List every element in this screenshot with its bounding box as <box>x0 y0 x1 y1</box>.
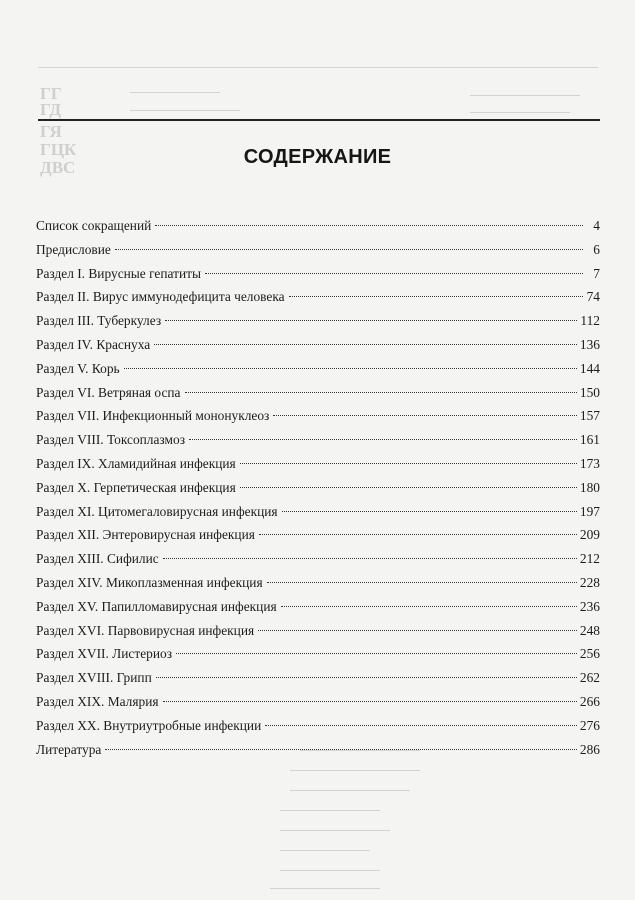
toc-entry <box>36 214 600 238</box>
toc-entry-page: 248 <box>579 622 600 638</box>
toc-entry <box>36 428 600 452</box>
toc-entry <box>36 738 600 762</box>
dot-leader <box>115 249 583 250</box>
toc-entry-title: Раздел VIII. Токсоплазмоз <box>36 432 185 448</box>
dot-leader <box>155 225 583 226</box>
bleed-abbrev-2: ГД <box>40 100 62 119</box>
toc-entry <box>36 476 600 500</box>
dot-leader <box>267 582 577 583</box>
toc-entry-page: 266 <box>579 693 600 709</box>
toc-entry-page: 286 <box>579 741 600 757</box>
toc-entry-page: 209 <box>579 527 600 543</box>
toc-entry-page: 157 <box>579 408 600 424</box>
bleed-line-7 <box>290 790 410 791</box>
toc-entry-page: 7 <box>593 265 600 281</box>
toc-entry-title: Раздел XIV. Микоплазменная инфекция <box>36 574 263 590</box>
bleed-line-9 <box>280 830 390 831</box>
toc-entry <box>36 595 600 619</box>
bleed-abbrev-5: ДВС <box>40 158 76 177</box>
toc-entry-title: Раздел XV. Папилломавирусная инфекция <box>36 598 277 614</box>
toc-entry-title: Раздел II. Вирус иммунодефицита человека <box>36 289 285 305</box>
dot-leader <box>281 606 577 607</box>
toc-entry <box>36 381 600 405</box>
toc-entry-page: 136 <box>579 336 600 352</box>
bleed-line-3 <box>130 110 240 111</box>
bleed-line-11 <box>280 870 380 871</box>
dot-leader <box>165 320 577 321</box>
toc-entry-title: Раздел XVIII. Грипп <box>36 670 152 686</box>
toc-entry-title: Раздел X. Герпетическая инфекция <box>36 479 236 495</box>
bleed-abbrev-1: ГГ <box>40 84 62 103</box>
toc-entry <box>36 571 600 595</box>
toc-entry <box>36 404 600 428</box>
toc-entry-title: Раздел VI. Ветряная оспа <box>36 384 181 400</box>
toc-entry-title: Раздел VII. Инфекционный мононуклеоз <box>36 408 270 424</box>
dot-leader <box>163 558 577 559</box>
toc-entry-title: Раздел III. Туберкулез <box>36 313 162 329</box>
toc-entry <box>36 523 600 547</box>
toc-entry-page: 150 <box>579 384 600 400</box>
dot-leader <box>240 487 577 488</box>
toc-entry-page: 74 <box>586 289 600 305</box>
dot-leader <box>189 439 577 440</box>
dot-leader <box>124 368 577 369</box>
toc-entry-title: Список сокращений <box>36 218 152 233</box>
toc-entry-page: 228 <box>579 574 600 590</box>
toc-entry <box>36 309 600 333</box>
toc-entry-page: 4 <box>593 218 600 233</box>
toc-entry-page: 112 <box>580 313 600 329</box>
toc-entry <box>36 642 600 666</box>
dot-leader <box>259 534 577 535</box>
toc-entry <box>36 619 600 643</box>
dot-leader <box>289 296 583 297</box>
toc-entry-title: Раздел IV. Краснуха <box>36 336 151 352</box>
toc-entry-title: Раздел XIX. Малярия <box>36 693 159 709</box>
dot-leader <box>265 725 577 726</box>
toc-entry-page: 212 <box>579 551 600 567</box>
header-rule <box>38 119 600 121</box>
toc-entry-page: 197 <box>579 503 600 519</box>
toc-entry <box>36 285 600 309</box>
toc-entry <box>36 500 600 524</box>
dot-leader <box>163 701 577 702</box>
toc-entry <box>36 714 600 738</box>
toc-entry-title: Раздел XIII. Сифилис <box>36 551 159 567</box>
dot-leader <box>240 463 577 464</box>
dot-leader <box>185 392 577 393</box>
bleed-line-2 <box>470 95 580 96</box>
toc-entry-title: Раздел XVI. Парвовирусная инфекция <box>36 622 255 638</box>
toc-entry-title: Раздел XX. Внутриутробные инфекции <box>36 717 262 733</box>
toc-entry-title: Раздел XII. Энтеровирусная инфекция <box>36 527 255 543</box>
toc-entry-title: Литература <box>36 741 102 757</box>
dot-leader <box>156 677 577 678</box>
toc-entry-page: 276 <box>579 717 600 733</box>
dot-leader <box>258 630 577 631</box>
dot-leader <box>154 344 577 345</box>
toc-entry-page: 262 <box>579 670 600 686</box>
toc-entry-page: 161 <box>579 432 600 448</box>
toc-entry-title: Раздел V. Корь <box>36 360 120 376</box>
dot-leader <box>205 273 583 274</box>
bleed-abbrev-3: ГЯ <box>40 122 62 141</box>
toc-entry <box>36 262 600 286</box>
toc-entry-title: Предисловие <box>36 241 111 257</box>
bleed-line-8 <box>280 810 380 811</box>
bleed-abbrev-4: ГЦК <box>40 140 77 159</box>
toc-entry-title: Раздел XVII. Листериоз <box>36 646 173 662</box>
toc-entry <box>36 452 600 476</box>
toc-entry <box>36 333 600 357</box>
toc-entry-page: 236 <box>579 598 600 614</box>
bleed-line-6 <box>290 770 420 771</box>
bleed-line-4 <box>470 112 570 113</box>
toc-entry-title: Раздел IX. Хламидийная инфекция <box>36 455 236 471</box>
bleed-line-12 <box>270 888 380 889</box>
bleed-rule <box>38 67 598 68</box>
dot-leader <box>176 653 577 654</box>
toc-entry <box>36 357 600 381</box>
toc-entry-title: Раздел XI. Цитомегаловирусная инфекция <box>36 503 278 519</box>
page-title: СОДЕРЖАНИЕ <box>243 146 392 168</box>
bleed-line-10 <box>280 850 370 851</box>
toc-entry <box>36 238 600 262</box>
toc-entry <box>36 690 600 714</box>
toc-entry-title: Раздел I. Вирусные гепатиты <box>36 265 201 281</box>
toc-entry <box>36 547 600 571</box>
table-of-contents <box>36 214 600 761</box>
toc-entry-page: 180 <box>579 479 600 495</box>
toc-entry-page: 6 <box>593 241 600 257</box>
toc-entry <box>36 666 600 690</box>
bleed-line-1 <box>130 92 220 93</box>
dot-leader <box>105 749 577 750</box>
toc-entry-page: 173 <box>579 455 600 471</box>
dot-leader <box>282 511 577 512</box>
toc-entry-page: 256 <box>579 646 600 662</box>
toc-entry-page: 144 <box>579 360 600 376</box>
dot-leader <box>273 415 577 416</box>
